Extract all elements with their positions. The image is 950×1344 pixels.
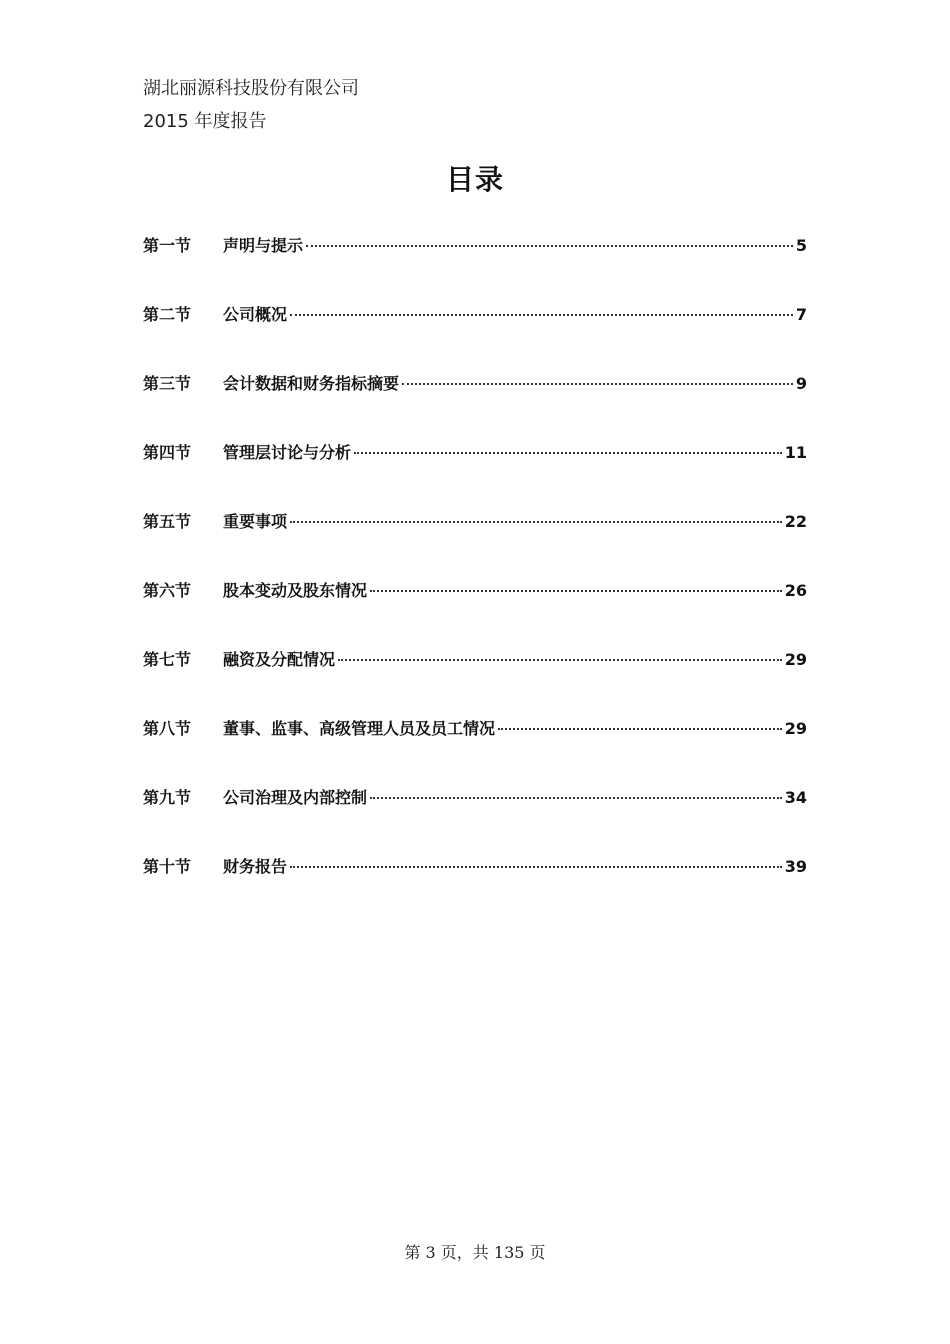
toc-page-number: 11 <box>784 443 807 462</box>
toc-section-title: 声明与提示 <box>223 236 304 255</box>
toc-entry-3[interactable] <box>143 369 807 438</box>
company-name: 湖北丽源科技股份有限公司 <box>143 78 359 99</box>
table-of-contents <box>143 231 807 921</box>
toc-section-label: 第一节 <box>143 236 192 255</box>
toc-section-title: 融资及分配情况 <box>223 650 336 669</box>
toc-section-label: 第七节 <box>143 650 192 669</box>
toc-section-title: 管理层讨论与分析 <box>223 443 352 462</box>
toc-entry-8[interactable] <box>143 714 807 783</box>
toc-section-label: 第十节 <box>143 857 192 876</box>
toc-entry-5[interactable] <box>143 507 807 576</box>
toc-dot-leader <box>290 314 793 316</box>
toc-section-label: 第五节 <box>143 512 192 531</box>
toc-dot-leader <box>402 383 793 385</box>
toc-section-title: 公司概况 <box>223 305 288 324</box>
toc-section-label: 第四节 <box>143 443 192 462</box>
toc-entry-4[interactable] <box>143 438 807 507</box>
toc-dot-leader <box>370 590 782 592</box>
toc-entry-1[interactable] <box>143 231 807 300</box>
toc-section-label: 第三节 <box>143 374 192 393</box>
report-name: 2015 年度报告 <box>143 111 267 132</box>
toc-dot-leader <box>370 797 782 799</box>
toc-entry-7[interactable] <box>143 645 807 714</box>
toc-page-number: 9 <box>795 374 807 393</box>
toc-section-title: 公司治理及内部控制 <box>223 788 368 807</box>
toc-section-title: 重要事项 <box>223 512 288 531</box>
toc-page-number: 26 <box>784 581 807 600</box>
toc-entry-10[interactable] <box>143 852 807 921</box>
toc-page-number: 22 <box>784 512 807 531</box>
toc-page-number: 7 <box>795 305 807 324</box>
toc-section-label: 第二节 <box>143 305 192 324</box>
toc-entry-6[interactable] <box>143 576 807 645</box>
toc-dot-leader <box>338 659 782 661</box>
toc-page-number: 39 <box>784 857 807 876</box>
toc-section-title: 董事、监事、高级管理人员及员工情况 <box>223 719 496 738</box>
toc-section-label: 第八节 <box>143 719 192 738</box>
toc-page-number: 29 <box>784 719 807 738</box>
toc-page-number: 29 <box>784 650 807 669</box>
toc-dot-leader <box>290 521 782 523</box>
toc-section-label: 第六节 <box>143 581 192 600</box>
toc-entry-2[interactable] <box>143 300 807 369</box>
toc-section-title: 股本变动及股东情况 <box>223 581 368 600</box>
toc-section-title: 会计数据和财务指标摘要 <box>223 374 400 393</box>
toc-page-number: 5 <box>795 236 807 255</box>
toc-section-title: 财务报告 <box>223 857 288 876</box>
toc-section-label: 第九节 <box>143 788 192 807</box>
toc-dot-leader <box>290 866 782 868</box>
toc-dot-leader <box>354 452 782 454</box>
document-header <box>143 72 359 138</box>
toc-page-number: 34 <box>784 788 807 807</box>
page-footer: 第 3 页，共 135 页 <box>404 1243 546 1262</box>
toc-title: 目录 <box>445 163 504 196</box>
toc-dot-leader <box>498 728 782 730</box>
toc-dot-leader <box>306 245 793 247</box>
toc-entry-9[interactable] <box>143 783 807 852</box>
